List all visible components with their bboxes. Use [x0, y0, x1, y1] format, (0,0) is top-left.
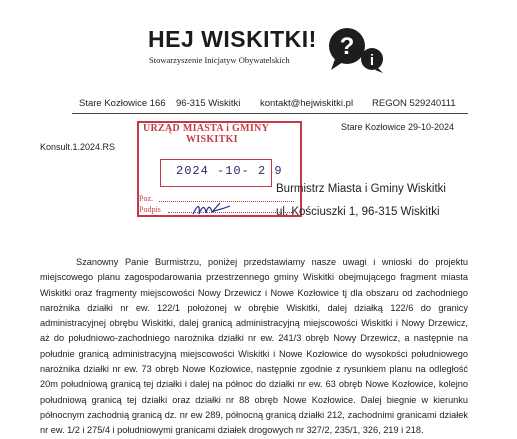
stamp-poz-label: Poz. [139, 194, 153, 203]
question-info-bubbles-icon [327, 26, 385, 74]
handwritten-signature [190, 200, 232, 218]
letter-date: Stare Kozłowice 29-10-2024 [341, 122, 455, 132]
contact-postal: 96-315 Wiskitki [176, 98, 241, 109]
stamp-date: 2024 -10- 2 9 [176, 164, 283, 178]
svg-text:?: ? [339, 33, 355, 60]
organization-subtitle: Stowarzyszenie Inicjatyw Obywatelskich [149, 55, 290, 65]
recipient-name: Burmistrz Miasta i Gminy Wiskitki [276, 183, 446, 195]
recipient-address: ul. Kościuszki 1, 96-315 Wiskitki [276, 206, 440, 218]
svg-text:i: i [369, 52, 375, 69]
letter-body: Szanowny Panie Burmistrzu, poniżej przedstawiamy nasze uwagi i wnioski do projektu miejscowego planu zagospodarowania przestrzennego gminy Wiskitki obejmującego fragment miasta Wiskitki oraz fragmenty miejscowości Nowy Drzewicz i Nowe Kozłowice tj dla obszaru od zachodniego narożnika działki nr ew. 122/1 położonej w obrębie Wiskitki, dalej działką 122/6 do granicy administracyjnej obrębu Wiskitki, dalej granicą administracyjną miejscowości Wiskitki i Nowy Drzewicz, aż do południowo-zachodniego narożnika działki nr ew. 241/3 obręb Nowy Drzewicz, a następnie na południe granicą administracyjną miejscowości Wiskitki i Nowe Kozłowice do wysokości południowego narożnika działki nr ew. 73 obręb Nowe Kozłowice, następnie zgodnie z rysunkiem planu na odległość 20m południową granicą tej działki i dalej na północ do działki nr ew. 63 obręb Nowe Kozłowice, kolejno południową granicą tej działki oraz działki nr 88 obręb Nowe Kozłowice. Dalej biegnie w kierunku północnym zachodnią granicą dz. nr ew 289, północną granicą działki 212, zachodnimi granicami działek nr ew. 1/2 i 275/4 i południowymi granicami działek drogowych nr 327/2, 235/1, 326, 219 i 218. [40, 257, 468, 436]
stamp-office-town: WISKITKI [186, 134, 238, 145]
contact-regon: REGON 529240111 [372, 98, 456, 109]
header-divider [72, 113, 468, 114]
stamp-podpis-label: Podpis [139, 205, 161, 214]
stamp-office-name: URZĄD MIASTA i GMINY [143, 123, 270, 134]
contact-email[interactable]: kontakt@hejwiskitki.pl [260, 98, 354, 109]
reference-number: Konsult.1.2024.RS [40, 142, 116, 152]
contact-address: Stare Kozłowice 166 [79, 98, 166, 109]
organization-logo-title: HEJ WISKITKI! [148, 26, 317, 52]
